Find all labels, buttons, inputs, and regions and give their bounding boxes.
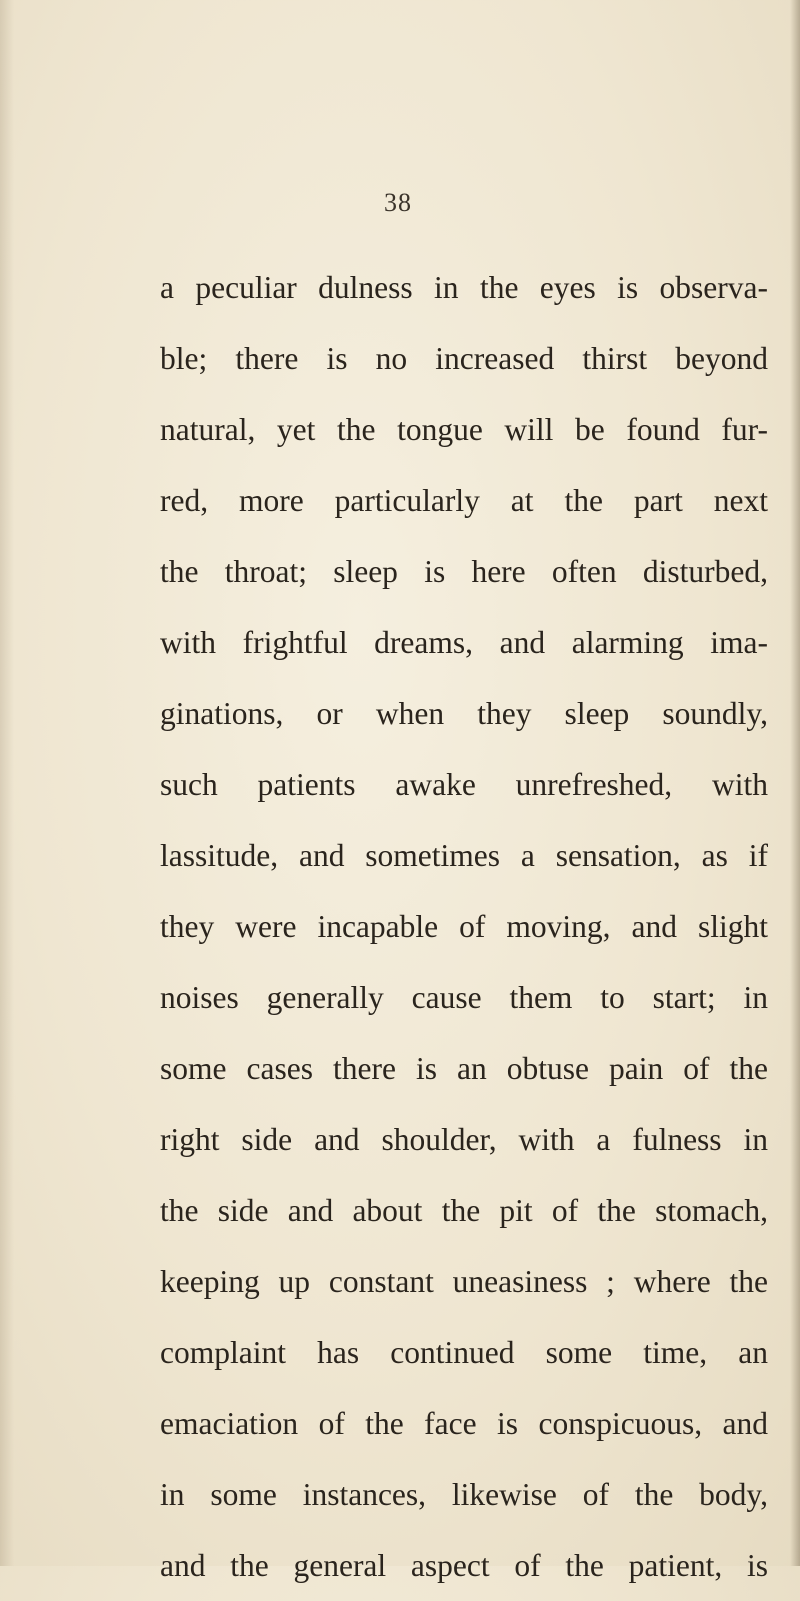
text-line: in some instances, likewise of the body, bbox=[160, 1477, 768, 1512]
text-line: red, more particularly at the part next bbox=[160, 483, 768, 518]
text-line: noises generally cause them to start; in bbox=[160, 980, 768, 1015]
text-line: and the general aspect of the patient, is bbox=[160, 1548, 768, 1583]
text-line: some cases there is an obtuse pain of the bbox=[160, 1051, 768, 1086]
text-line: ginations, or when they sleep soundly, bbox=[160, 696, 768, 731]
text-line: with frightful dreams, and alarming ima- bbox=[160, 625, 768, 660]
page-edge-shadow-right bbox=[790, 0, 800, 1566]
text-line: lassitude, and sometimes a sensation, as if bbox=[160, 838, 768, 873]
text-line: such patients awake unrefreshed, with bbox=[160, 767, 768, 802]
text-line: natural, yet the tongue will be found fur- bbox=[160, 412, 768, 447]
text-line: ble; there is no increased thirst beyond bbox=[160, 341, 768, 376]
text-line: right side and shoulder, with a fulness in bbox=[160, 1122, 768, 1157]
page-number: 38 bbox=[384, 188, 412, 217]
text-line: the side and about the pit of the stomach, bbox=[160, 1193, 768, 1228]
text-line: keeping up constant uneasiness ; where the bbox=[160, 1264, 768, 1299]
page-edge-shadow-left bbox=[0, 0, 14, 1566]
text-line: a peculiar dulness in the eyes is observa- bbox=[160, 270, 768, 305]
text-line: emaciation of the face is conspicuous, and bbox=[160, 1406, 768, 1441]
text-line: the throat; sleep is here often disturbed, bbox=[160, 554, 768, 589]
body-text bbox=[160, 252, 768, 1601]
text-line: complaint has continued some time, an bbox=[160, 1335, 768, 1370]
text-line: they were incapable of moving, and slight bbox=[160, 909, 768, 944]
